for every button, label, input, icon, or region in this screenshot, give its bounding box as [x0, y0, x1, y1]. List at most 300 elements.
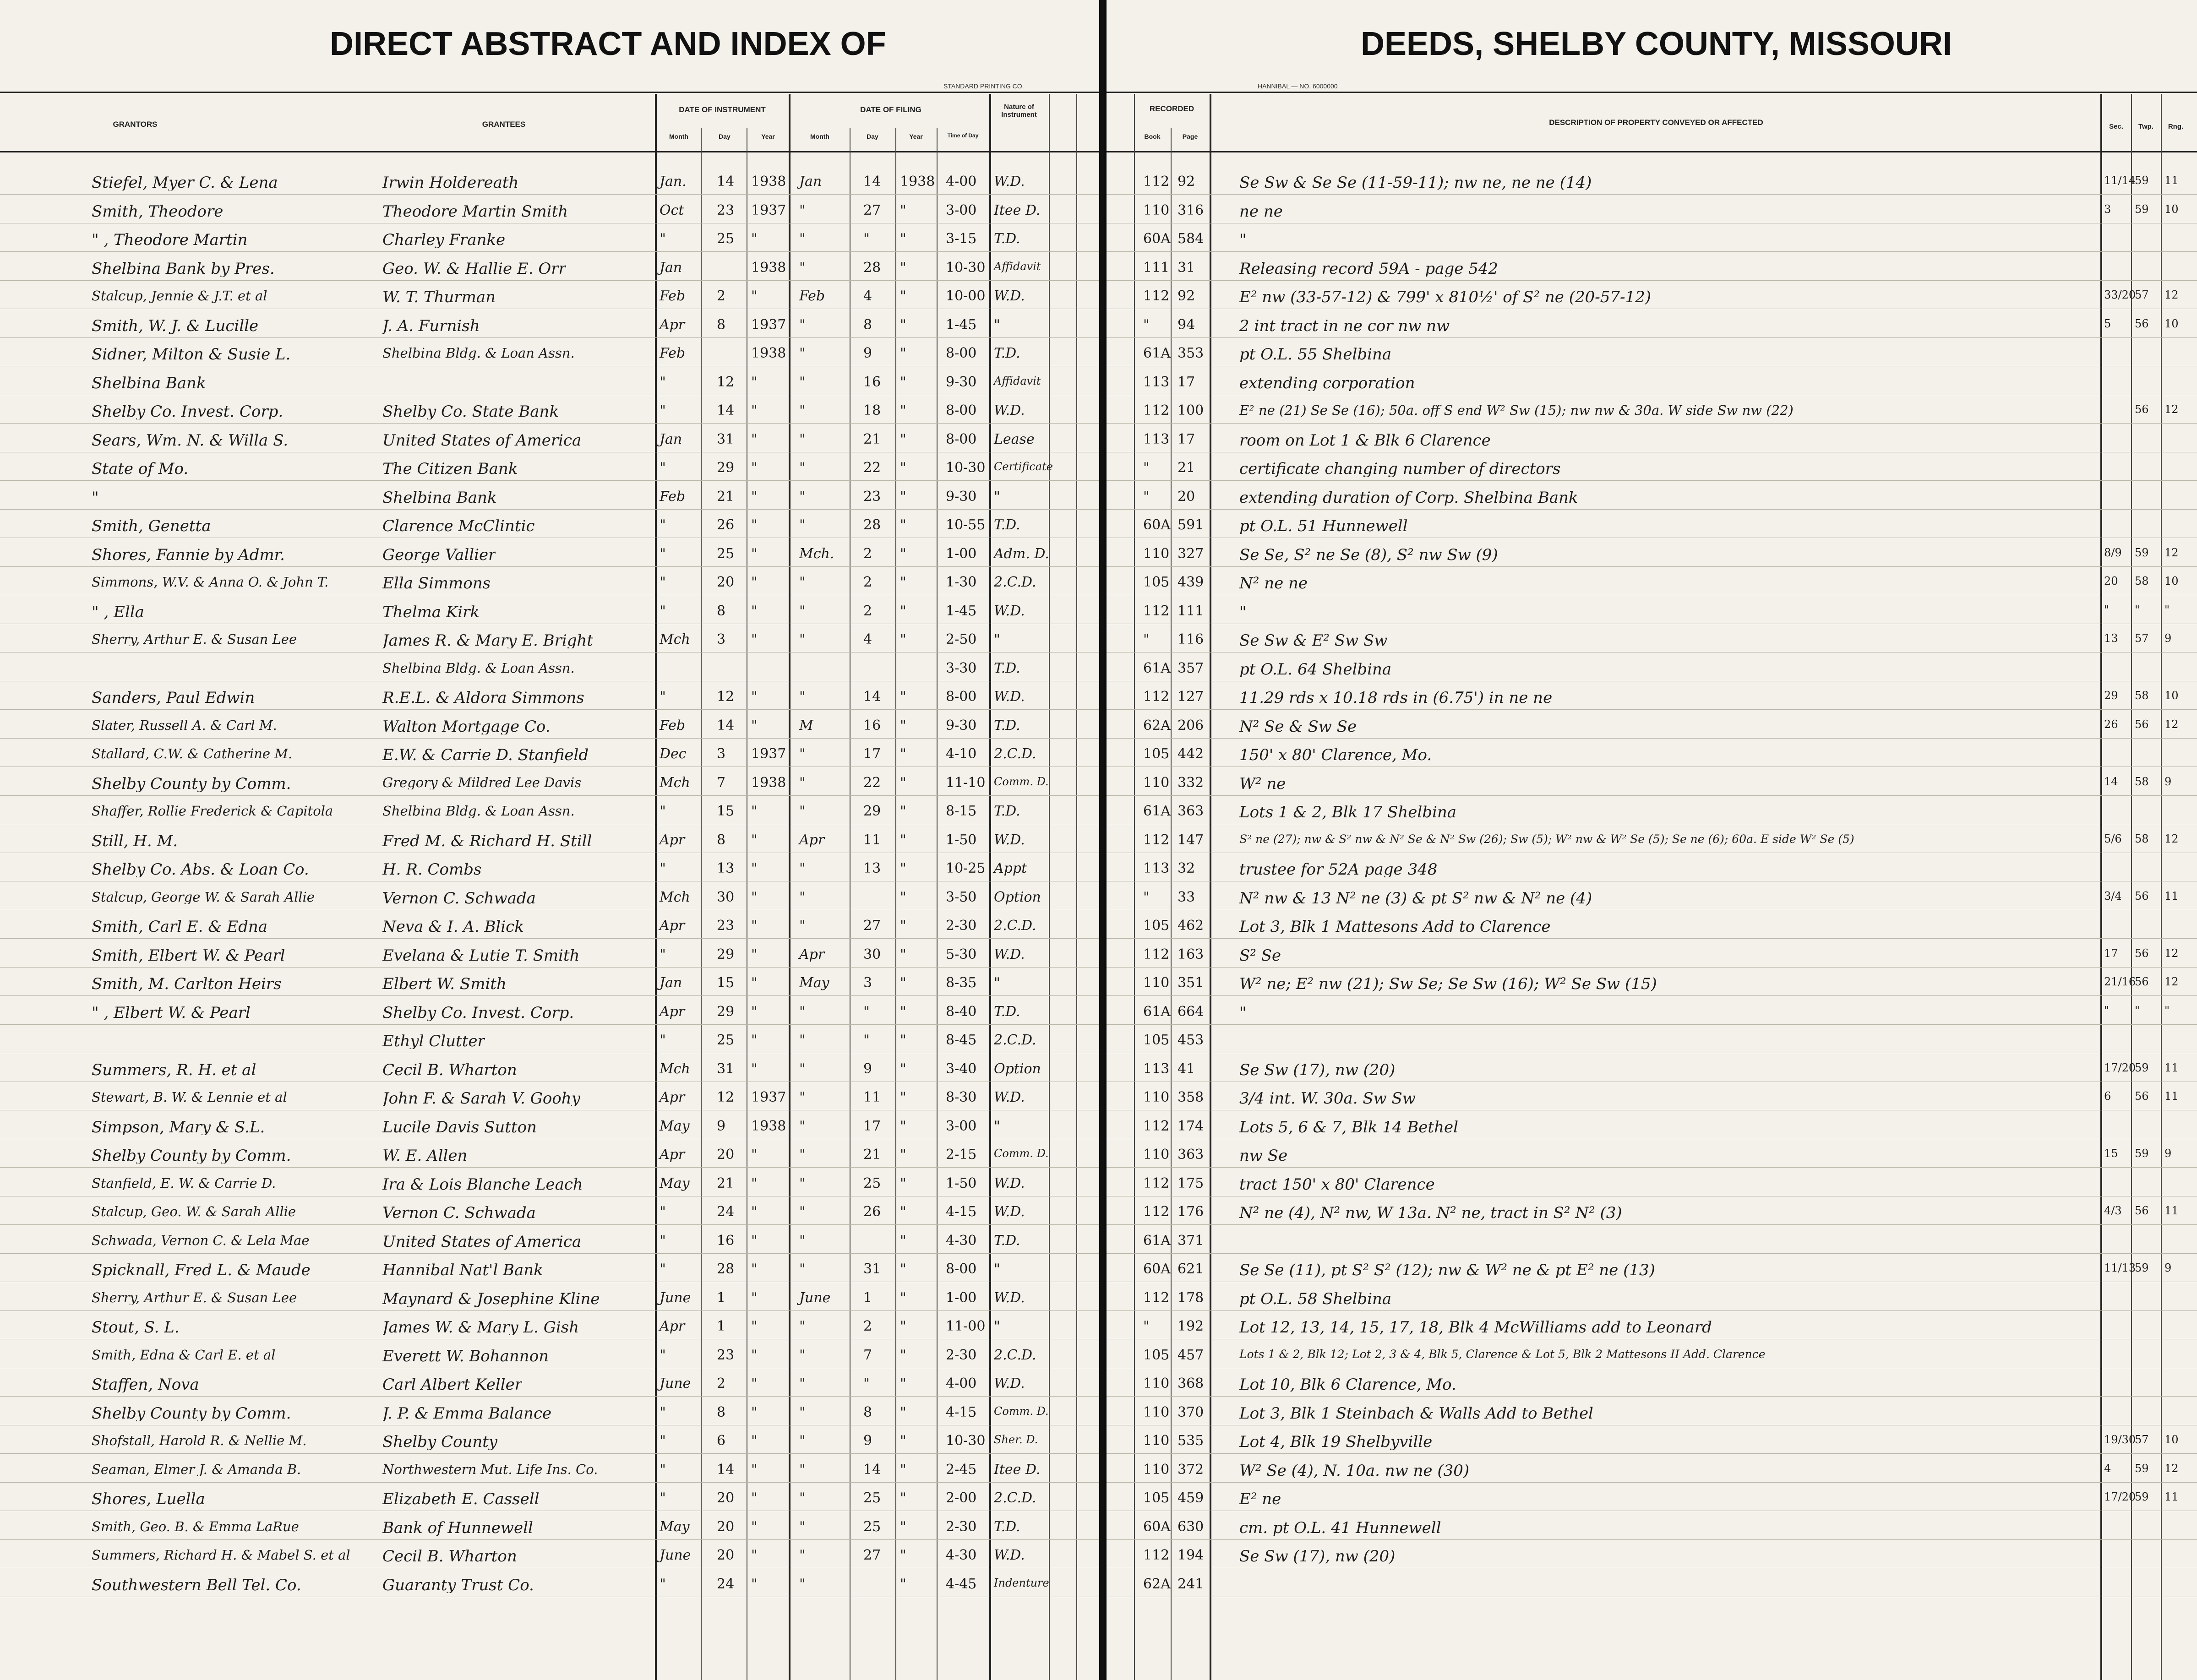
book-cell: 112 — [1143, 1175, 1170, 1191]
page-cell: 327 — [1178, 546, 1204, 562]
instr-month-cell: Apr — [660, 317, 685, 333]
instr-year-cell: " — [751, 718, 758, 734]
filing-day-cell: 30 — [863, 946, 881, 962]
instr-day-cell: 8 — [717, 832, 726, 848]
rng-cell: 10 — [2164, 317, 2179, 330]
description-cell: Se Sw & E² Sw Sw — [1239, 633, 1388, 648]
sec-cell: 13 — [2104, 632, 2118, 645]
grantor-cell: Shelbina Bank by Pres. — [92, 261, 275, 277]
book-cell: 112 — [1143, 946, 1170, 962]
instr-day-cell: 12 — [717, 1089, 735, 1105]
ruled-line — [0, 509, 1099, 510]
nature-cell: W.D. — [994, 689, 1025, 705]
book-cell: 112 — [1143, 1204, 1170, 1220]
filing-day-cell: 8 — [863, 317, 872, 333]
filing-time-cell: 1-00 — [946, 1290, 977, 1306]
filing-time-cell: 3-00 — [946, 202, 977, 218]
description-cell: 11.29 rds x 10.18 rds in (6.75') in ne ne — [1239, 690, 1553, 706]
filing-time-cell: 1-45 — [946, 317, 977, 333]
ruled-line — [1107, 480, 2197, 481]
filing-time-cell: 2-30 — [946, 918, 977, 934]
sec-cell: 17 — [2104, 947, 2118, 960]
book-cell: 110 — [1143, 1462, 1170, 1478]
description-cell: W² ne — [1239, 776, 1286, 792]
instr-year-cell: " — [751, 918, 758, 934]
sec-cell: 3/4 — [2104, 890, 2122, 903]
grantee-cell: Shelbina Bldg. & Loan Assn. — [382, 662, 575, 675]
instr-day-cell: 15 — [717, 803, 735, 819]
filing-day-cell: 14 — [863, 689, 881, 705]
sec-cell: " — [2104, 1004, 2110, 1017]
filing-time-cell: 3-00 — [946, 1118, 977, 1134]
book-cell: 110 — [1143, 975, 1170, 991]
filing-time-cell: 9-30 — [946, 718, 977, 734]
instr-day-cell: 8 — [717, 1404, 726, 1420]
twp-cell: 59 — [2135, 1147, 2149, 1160]
instr-month-cell: " — [660, 603, 666, 619]
filing-time-cell: 2-30 — [946, 1519, 977, 1535]
page-cell: 535 — [1178, 1433, 1204, 1449]
filing-month-cell: " — [799, 1204, 806, 1220]
instr-day-cell: 2 — [717, 288, 726, 304]
book-cell: 110 — [1143, 1433, 1170, 1449]
filing-month-cell: " — [799, 345, 806, 361]
filing-day-cell: " — [863, 1004, 870, 1020]
filing-time-cell: 8-45 — [946, 1032, 977, 1048]
filing-time-cell: 1-45 — [946, 603, 977, 619]
instr-day-cell: 14 — [717, 1462, 735, 1478]
filing-day-cell: 22 — [863, 775, 881, 791]
page-cell: 163 — [1178, 946, 1204, 962]
description-cell: N² Se & Sw Se — [1239, 719, 1357, 734]
filing-year-cell: " — [900, 1290, 906, 1306]
page-cell: 351 — [1178, 975, 1204, 991]
filing-month-cell: Feb — [799, 288, 825, 304]
filing-time-cell: 2-45 — [946, 1462, 977, 1478]
description-cell: ne ne — [1239, 204, 1283, 219]
filing-day-cell: 21 — [863, 1147, 881, 1163]
filing-day-cell: 13 — [863, 860, 881, 876]
instr-day-cell: 14 — [717, 174, 735, 190]
ruled-line — [1107, 251, 2197, 252]
twp-cell: 56 — [2135, 1204, 2149, 1217]
instr-day-cell: 20 — [717, 1490, 735, 1506]
filing-day-cell: 16 — [863, 718, 881, 734]
instr-day-cell: 25 — [717, 231, 735, 247]
instr-year-cell: " — [751, 1490, 758, 1506]
description-cell: Lots 1 & 2, Blk 12; Lot 2, 3 & 4, Blk 5, Clarence & Lot 5, Blk 2 Mattesons II Add. Clarence — [1239, 1348, 1766, 1360]
filing-time-cell: 4-15 — [946, 1404, 977, 1420]
instr-day-cell: 31 — [717, 1061, 735, 1077]
instr-year-cell: " — [751, 431, 758, 447]
book-cell: 110 — [1143, 1376, 1170, 1392]
grantor-cell: Still, H. M. — [92, 833, 178, 849]
nature-cell: Affidavit — [994, 375, 1041, 387]
grantee-cell: Clarence McClintic — [382, 518, 535, 534]
filing-day-cell: 9 — [863, 1061, 872, 1077]
grantee-cell: Charley Franke — [382, 232, 506, 248]
ruled-line — [0, 1539, 1099, 1540]
instr-day-cell: 15 — [717, 975, 735, 991]
filing-year-cell: " — [900, 260, 906, 276]
filing-day-cell: 28 — [863, 260, 881, 276]
filing-day-cell: 9 — [863, 345, 872, 361]
book-cell: 60A — [1143, 1261, 1171, 1277]
filing-day-cell: 27 — [863, 918, 881, 934]
grantor-cell: Slater, Russell A. & Carl M. — [92, 719, 277, 732]
filing-year-cell: " — [900, 603, 906, 619]
instr-month-cell: Dec — [660, 746, 687, 762]
filing-month-cell: " — [799, 1261, 806, 1277]
col-divider — [2161, 94, 2162, 1680]
filing-year-cell: " — [900, 517, 906, 533]
description-cell: Lot 10, Blk 6 Clarence, Mo. — [1239, 1377, 1456, 1392]
filing-day-cell: 2 — [863, 1318, 872, 1334]
instr-month-cell: Mch — [660, 631, 690, 647]
instr-month-cell: " — [660, 1404, 666, 1420]
book-cell: 61A — [1143, 660, 1171, 676]
page-cell: 178 — [1178, 1290, 1204, 1306]
grantee-cell: Hannibal Nat'l Bank — [382, 1262, 543, 1278]
rng-cell: 10 — [2164, 1433, 2179, 1446]
filing-year-cell: " — [900, 1175, 906, 1191]
ruled-line — [1107, 509, 2197, 510]
rng-cell: 9 — [2164, 1261, 2172, 1274]
filing-month-cell: " — [799, 431, 806, 447]
instr-day-cell: 8 — [717, 317, 726, 333]
page-cell: 174 — [1178, 1118, 1204, 1134]
filing-month-cell: " — [799, 1318, 806, 1334]
instr-year-cell: " — [751, 460, 758, 476]
grantor-cell: Shaffer, Rollie Frederick & Capitola — [92, 805, 333, 818]
grantee-cell: Shelby Co. State Bank — [382, 404, 559, 419]
grantor-cell: Smith, Theodore — [92, 204, 224, 219]
rng-cell: " — [2164, 1004, 2170, 1017]
page-cell: 630 — [1178, 1519, 1204, 1535]
filing-month-cell: " — [799, 603, 806, 619]
ruled-line — [1107, 795, 2197, 796]
instr-month-cell: " — [660, 1204, 666, 1220]
page-cell: 147 — [1178, 832, 1204, 848]
filing-time-cell: 10-30 — [946, 1433, 986, 1449]
instr-year-cell: " — [751, 546, 758, 562]
book-cell: 61A — [1143, 345, 1171, 361]
filing-year-cell: " — [900, 574, 906, 590]
nature-cell: Comm. D. — [994, 1147, 1049, 1160]
rng-cell: 12 — [2164, 1462, 2179, 1475]
ruled-line — [0, 1024, 1099, 1025]
filing-time-cell: 10-25 — [946, 860, 986, 876]
filing-month-cell: " — [799, 1233, 806, 1249]
sec-cell: 21/16 — [2104, 975, 2136, 988]
filing-month-cell: " — [799, 1347, 806, 1363]
ruled-line — [1107, 967, 2197, 968]
instr-month-cell: June — [660, 1547, 691, 1563]
book-cell: 110 — [1143, 775, 1170, 791]
instr-month-cell: " — [660, 1347, 666, 1363]
book-cell: 110 — [1143, 546, 1170, 562]
filing-month-cell: Mch. — [799, 546, 834, 562]
description-cell: W² ne; E² nw (21); Sw Se; Se Sw (16); W² Se Sw (15) — [1239, 976, 1657, 992]
printer-number: HANNIBAL — NO. 6000000 — [1258, 82, 1338, 90]
filing-day-cell: 11 — [863, 1089, 881, 1105]
description-cell: trustee for 52A page 348 — [1239, 862, 1438, 877]
page-cell: 353 — [1178, 345, 1204, 361]
filing-year-cell: " — [900, 689, 906, 705]
nature-cell: W.D. — [994, 946, 1025, 962]
printer-imprint: STANDARD PRINTING CO. — [943, 82, 1024, 90]
filing-time-cell: 2-15 — [946, 1147, 977, 1163]
instr-month-cell: Jan. — [660, 174, 687, 190]
sec-cell: 17/20 — [2104, 1490, 2136, 1503]
filing-day-cell: 3 — [863, 975, 872, 991]
filing-day-cell: 28 — [863, 517, 881, 533]
nature-cell: 2.C.D. — [994, 1490, 1036, 1506]
page-cell: 621 — [1178, 1261, 1204, 1277]
filing-time-cell: 8-15 — [946, 803, 977, 819]
page-cell: 591 — [1178, 517, 1204, 533]
book-cell: " — [1143, 489, 1150, 505]
filing-year-cell: 1938 — [900, 174, 935, 190]
ruled-line — [1107, 1310, 2197, 1311]
filing-day-cell: 21 — [863, 431, 881, 447]
grantee-cell: Vernon C. Schwada — [382, 1205, 536, 1221]
ruled-line — [1107, 1482, 2197, 1483]
description-cell: Lot 12, 13, 14, 15, 17, 18, Blk 4 McWilliams add to Leonard — [1239, 1320, 1712, 1335]
instr-month-cell: Apr — [660, 832, 685, 848]
page-cell: 17 — [1178, 374, 1195, 390]
col-divider — [1049, 94, 1050, 1680]
instr-month-cell: " — [660, 1576, 666, 1592]
page-cell: 332 — [1178, 775, 1204, 791]
instr-year-cell: " — [751, 574, 758, 590]
instr-month-cell: " — [660, 860, 666, 876]
filing-month-cell: " — [799, 689, 806, 705]
nature-cell: " — [994, 975, 1000, 991]
filing-time-cell: 2-00 — [946, 1490, 977, 1506]
grantee-cell: James R. & Mary E. Bright — [382, 633, 594, 648]
grantee-cell: Northwestern Mut. Life Ins. Co. — [382, 1463, 598, 1476]
nature-cell: Certificate — [994, 460, 1053, 473]
ruled-line — [0, 995, 1099, 996]
nature-cell: W.D. — [994, 1290, 1025, 1306]
filing-day-cell: 9 — [863, 1433, 872, 1449]
book-cell: 111 — [1143, 260, 1170, 276]
grantee-cell: Walton Mortgage Co. — [382, 719, 551, 734]
instr-year-cell: " — [751, 832, 758, 848]
instr-day-cell: 9 — [717, 1118, 726, 1134]
filing-month-cell: " — [799, 1089, 806, 1105]
grantor-cell: Shelby County by Comm. — [92, 776, 291, 792]
ruled-line — [0, 423, 1099, 424]
nature-cell: W.D. — [994, 402, 1025, 419]
rng-cell: 11 — [2164, 890, 2179, 903]
filing-time-cell: 8-35 — [946, 975, 977, 991]
grantee-cell: James W. & Mary L. Gish — [382, 1320, 579, 1335]
nature-cell: " — [994, 1118, 1000, 1134]
instr-day-cell: 29 — [717, 946, 735, 962]
filing-time-cell: 4-00 — [946, 1376, 977, 1392]
book-cell: 105 — [1143, 574, 1170, 590]
nature-cell: T.D. — [994, 1519, 1020, 1535]
description-cell: " — [1239, 232, 1247, 248]
description-cell: pt O.L. 51 Hunnewell — [1239, 518, 1408, 534]
grantee-cell: John F. & Sarah V. Goohy — [382, 1091, 580, 1106]
filing-month-cell: " — [799, 1118, 806, 1134]
instr-year-cell: 1937 — [751, 202, 786, 218]
filing-day-cell: 2 — [863, 603, 872, 619]
grantor-cell: Shores, Luella — [92, 1491, 205, 1507]
ruled-line — [0, 709, 1099, 710]
page-cell: 462 — [1178, 918, 1204, 934]
filing-month-cell: " — [799, 1462, 806, 1478]
instr-year-cell: " — [751, 1290, 758, 1306]
right-page — [1107, 0, 2197, 1680]
ruled-line — [0, 795, 1099, 796]
page-cell: 194 — [1178, 1547, 1204, 1563]
filing-month-header: Month — [810, 133, 829, 140]
grantee-cell: R.E.L. & Aldora Simmons — [382, 690, 584, 706]
instr-year-cell: 1937 — [751, 317, 786, 333]
book-cell: 112 — [1143, 1290, 1170, 1306]
instr-day-cell: 12 — [717, 689, 735, 705]
grantor-cell: Shores, Fannie by Admr. — [92, 547, 285, 563]
grantor-cell: Simpson, Mary & S.L. — [92, 1120, 265, 1135]
grantors-header: GRANTORS — [113, 120, 158, 129]
description-cell: nw Se — [1239, 1148, 1288, 1163]
instr-year-cell: " — [751, 1061, 758, 1077]
filing-day-cell: 8 — [863, 1404, 872, 1420]
book-cell: 62A — [1143, 1576, 1171, 1592]
instr-day-cell: 2 — [717, 1376, 726, 1392]
filing-year-cell: " — [900, 431, 906, 447]
grantor-cell: Stalcup, Geo. W. & Sarah Allie — [92, 1205, 296, 1218]
instr-month-cell: Apr — [660, 1147, 685, 1163]
grantee-cell: Ethyl Clutter — [382, 1033, 485, 1049]
twp-cell: 56 — [2135, 975, 2149, 988]
filing-day-cell: 18 — [863, 402, 881, 419]
grantor-cell: Sidner, Milton & Susie L. — [92, 347, 291, 362]
instr-month-cell: Apr — [660, 918, 685, 934]
nature-cell: T.D. — [994, 803, 1020, 819]
filing-year-cell: " — [900, 1089, 906, 1105]
grantee-cell: Maynard & Josephine Kline — [382, 1291, 600, 1307]
filing-day-cell: 14 — [863, 1462, 881, 1478]
page-cell: 41 — [1178, 1061, 1195, 1077]
filing-year-cell: " — [900, 489, 906, 505]
instr-day-cell: 23 — [717, 202, 735, 218]
rng-cell: 9 — [2164, 632, 2172, 645]
description-cell: certificate changing number of directors — [1239, 461, 1561, 477]
grantee-cell: Cecil B. Wharton — [382, 1062, 517, 1078]
twp-cell: 59 — [2135, 1261, 2149, 1274]
col-divider — [701, 128, 702, 1680]
instr-year-cell: " — [751, 288, 758, 304]
book-cell: 62A — [1143, 718, 1171, 734]
nature-cell: W.D. — [994, 1175, 1025, 1191]
filing-month-cell: " — [799, 517, 806, 533]
grantee-cell: Carl Albert Keller — [382, 1377, 522, 1392]
grantor-cell: Shelby Co. Abs. & Loan Co. — [92, 862, 309, 877]
rng-cell: 10 — [2164, 203, 2179, 216]
instr-day-cell: 21 — [717, 1175, 735, 1191]
instr-year-cell: " — [751, 689, 758, 705]
instr-day-cell: 30 — [717, 889, 735, 905]
ruled-line — [1107, 1453, 2197, 1454]
ruled-line — [1107, 995, 2197, 996]
filing-year-cell: " — [900, 546, 906, 562]
nature-cell: Indenture — [994, 1577, 1049, 1589]
instr-year-cell: " — [751, 1318, 758, 1334]
nature-cell: T.D. — [994, 1233, 1020, 1249]
ruled-line — [1107, 194, 2197, 195]
book-cell: 61A — [1143, 1233, 1171, 1249]
instr-month-cell: " — [660, 460, 666, 476]
sec-cell: 4/3 — [2104, 1204, 2122, 1217]
grantee-cell: United States of America — [382, 433, 582, 448]
instr-month-cell: " — [660, 1233, 666, 1249]
filing-month-cell: May — [799, 975, 829, 991]
book-cell: 60A — [1143, 231, 1171, 247]
header-rule-top — [0, 92, 1099, 93]
filing-month-cell: " — [799, 202, 806, 218]
filing-month-cell: Apr — [799, 832, 825, 848]
instr-year-cell: 1938 — [751, 260, 786, 276]
grantee-cell: Gregory & Mildred Lee Davis — [382, 776, 582, 789]
nature-cell: Sher. D. — [994, 1433, 1038, 1446]
sec-cell: 8/9 — [2104, 546, 2122, 559]
page-cell: 31 — [1178, 260, 1195, 276]
twp-cell: 56 — [2135, 317, 2149, 330]
filing-month-cell: " — [799, 231, 806, 247]
grantor-cell: Stewart, B. W. & Lennie et al — [92, 1091, 287, 1104]
instr-day-cell: 23 — [717, 1347, 735, 1363]
filing-day-cell: 4 — [863, 288, 872, 304]
description-cell: Se Sw (17), nw (20) — [1239, 1062, 1396, 1078]
grantor-cell: Sanders, Paul Edwin — [92, 690, 255, 706]
instr-month-cell: Apr — [660, 1004, 685, 1020]
instr-day-cell: 1 — [717, 1290, 726, 1306]
filing-time-cell: 10-00 — [946, 288, 986, 304]
filing-time-cell: 11-10 — [946, 775, 986, 791]
description-cell: " — [1239, 604, 1247, 620]
page-cell: 363 — [1178, 1147, 1204, 1163]
nature-cell: T.D. — [994, 345, 1020, 361]
filing-time-cell: 2-50 — [946, 631, 977, 647]
grantor-cell: Shelby Co. Invest. Corp. — [92, 404, 283, 419]
description-cell: E² nw (33-57-12) & 799' x 810½' of S² ne (20-57-12) — [1239, 289, 1651, 305]
instr-month-cell: June — [660, 1376, 691, 1392]
grantor-cell: Smith, Elbert W. & Pearl — [92, 948, 285, 963]
description-cell: pt O.L. 55 Shelbina — [1239, 347, 1392, 362]
page-cell: 100 — [1178, 402, 1204, 419]
instr-year-cell: " — [751, 1204, 758, 1220]
nature-cell: Itee D. — [994, 1462, 1041, 1478]
filing-time-cell: 8-30 — [946, 1089, 977, 1105]
description-cell: E² ne (21) Se Se (16); 50a. off S end W² Sw (15); nw nw & 30a. W side Sw nw (22) — [1239, 404, 1794, 417]
rng-cell: 12 — [2164, 403, 2179, 416]
col-divider — [1210, 94, 1211, 1680]
page-cell: 206 — [1178, 718, 1204, 734]
page-cell: 316 — [1178, 202, 1204, 218]
instr-day-cell: 29 — [717, 460, 735, 476]
twp-cell: 58 — [2135, 689, 2149, 702]
grantees-header: GRANTEES — [482, 120, 526, 129]
filing-day-header: Day — [867, 133, 878, 140]
rng-cell: 10 — [2164, 689, 2179, 702]
filing-year-cell: " — [900, 832, 906, 848]
description-cell: pt O.L. 58 Shelbina — [1239, 1291, 1392, 1307]
